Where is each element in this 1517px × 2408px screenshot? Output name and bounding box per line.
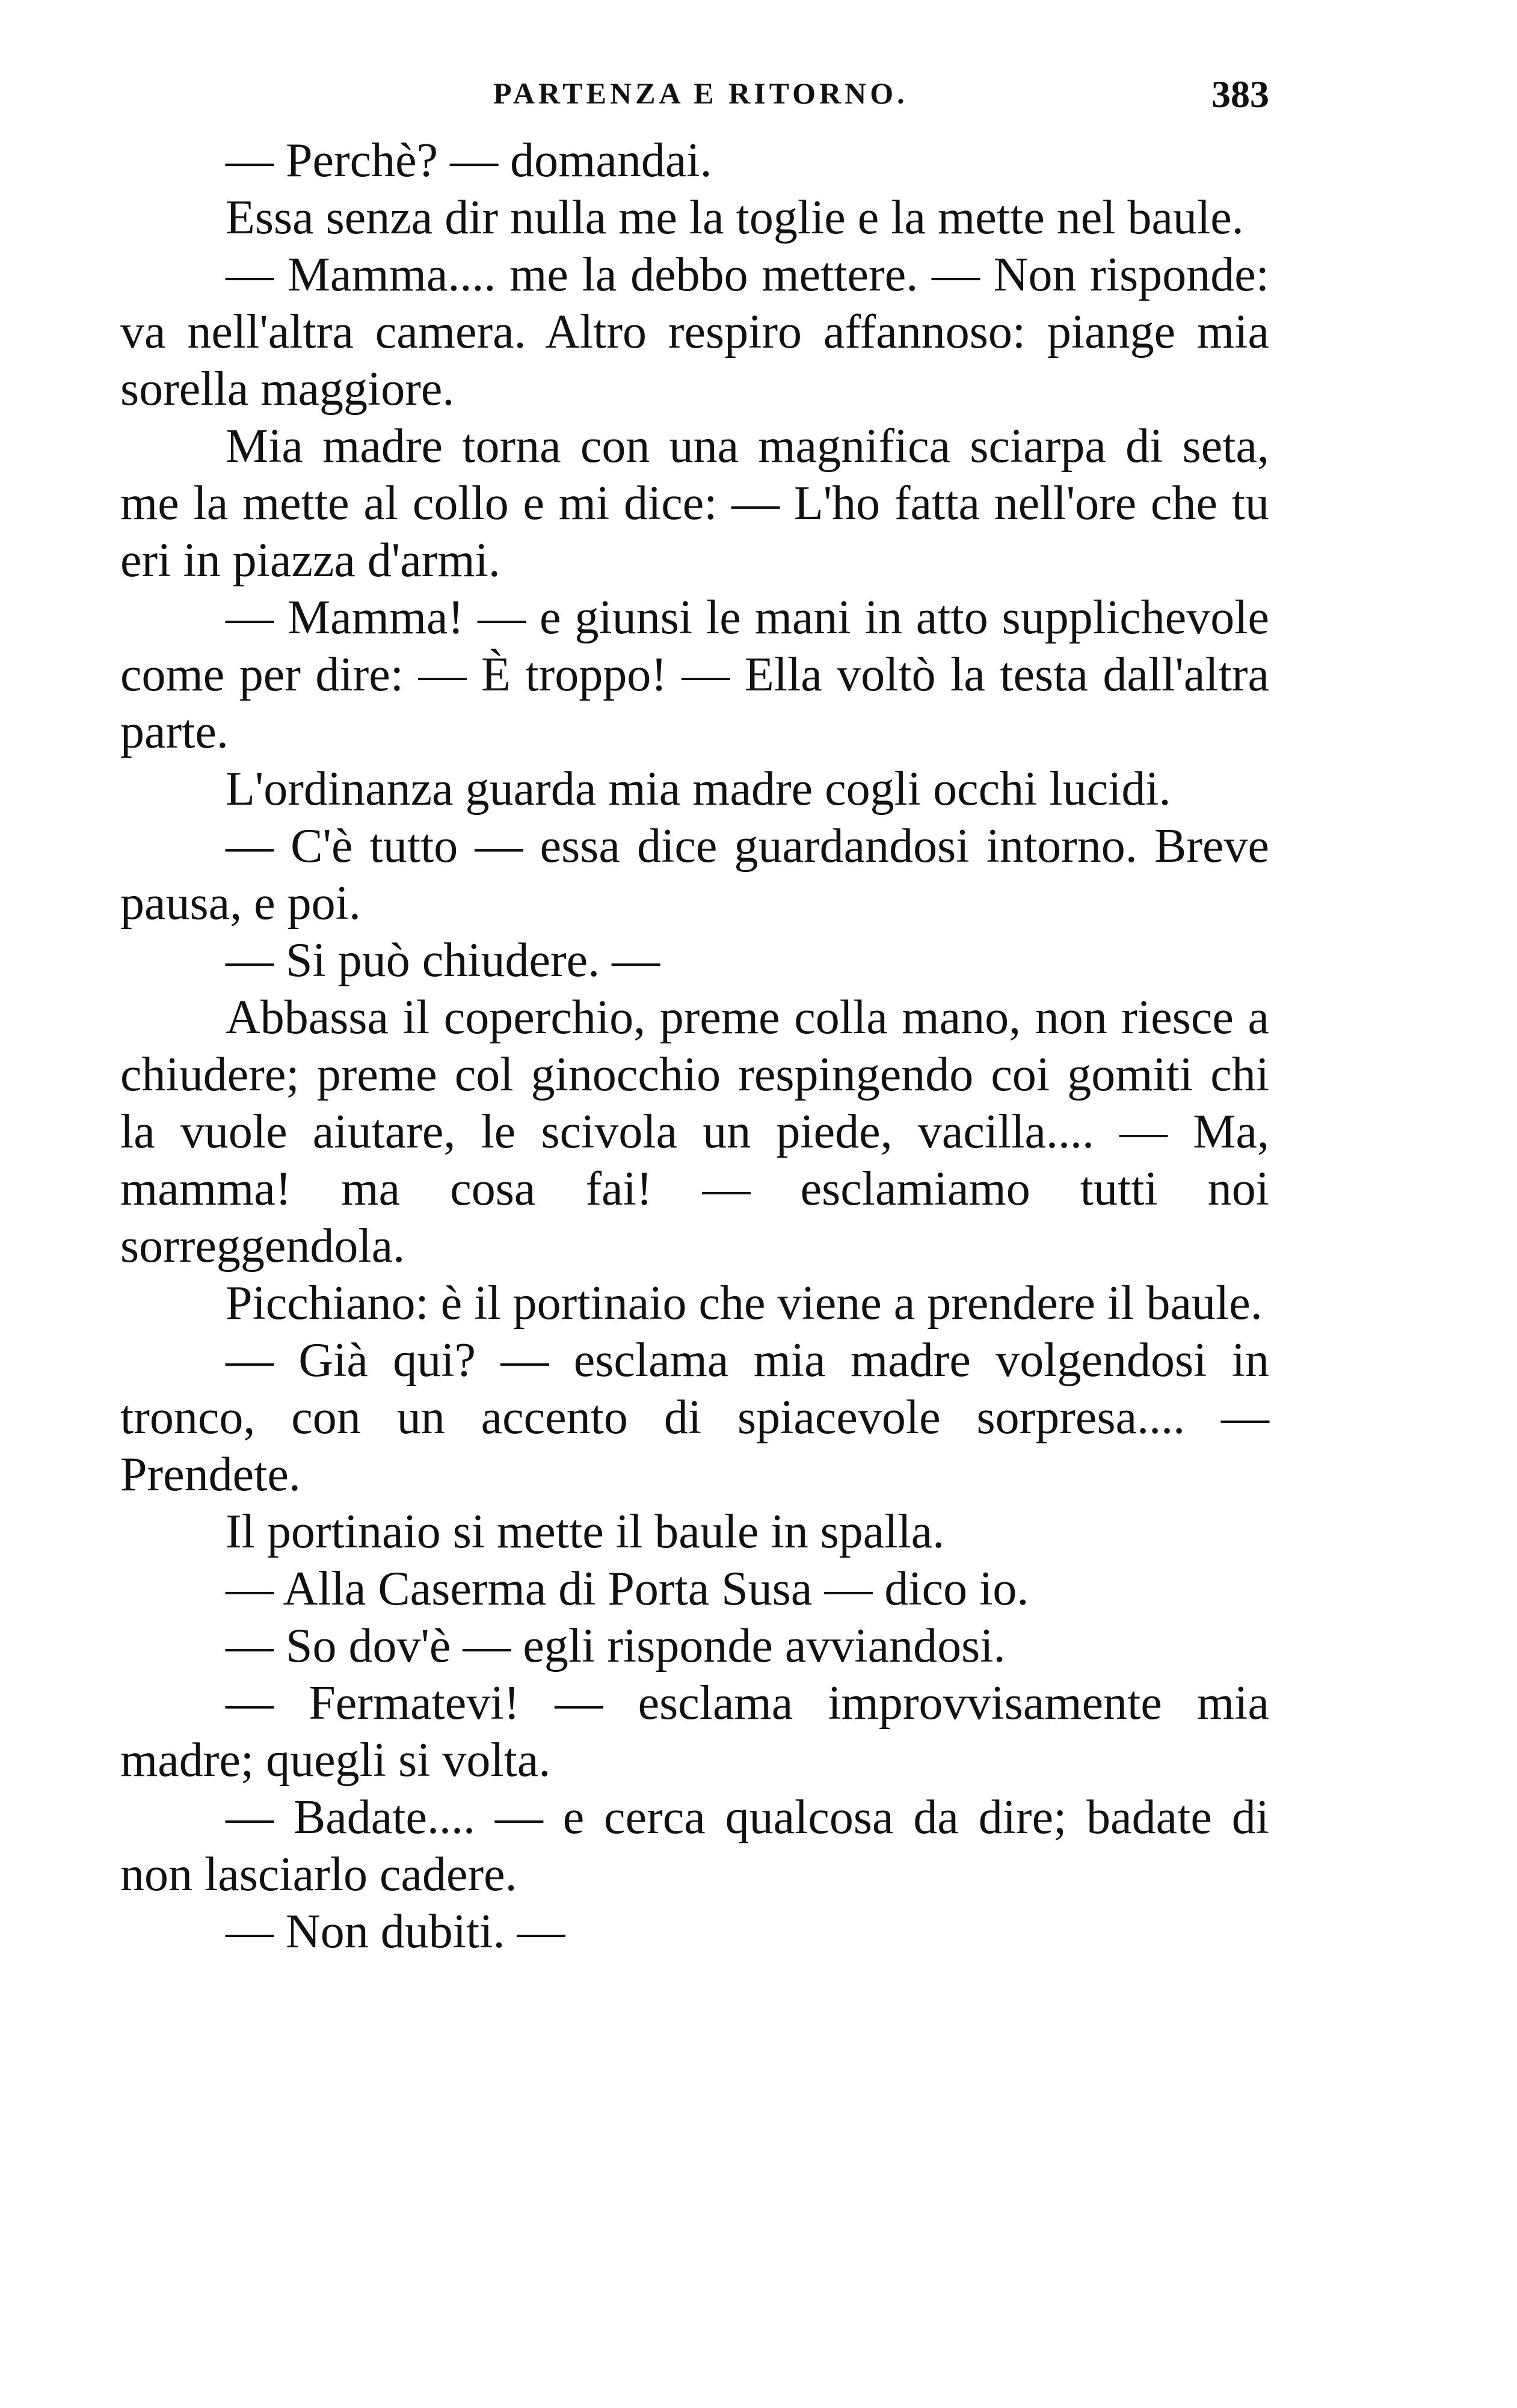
paragraph: Picchiano: è il portinaio che viene a prendere il baule.	[226, 1277, 1263, 1330]
paragraph: — Perchè? — domandai.	[226, 134, 712, 187]
paragraph: — Fermatevi! — esclama improvvisamente mia madre; quegli si volta.	[120, 1677, 1269, 1787]
paragraph: — Alla Caserma di Porta Susa — dico io.	[226, 1562, 1029, 1615]
paragraph: — Mamma.... me la debbo mettere. — Non risponde: va nell'altra camera. Altro respiro affannoso: piange mia sorella maggiore.	[120, 248, 1269, 416]
body-text	[120, 132, 1269, 1961]
paragraph: — Si può chiudere. —	[226, 934, 660, 987]
paragraph: — Mamma! — e giunsi le mani in atto supplichevole come per dire: — È troppo! — Ella voltò la testa dall'altra parte.	[120, 591, 1269, 758]
paragraph: — So dov'è — egli risponde avviandosi.	[226, 1620, 1006, 1672]
running-title: PARTENZA E RITORNO.	[493, 76, 908, 110]
paragraph: — C'è tutto — essa dice guardandosi intorno. Breve pausa, e poi.	[120, 820, 1269, 930]
paragraph: Abbassa il coperchio, preme colla mano, non riesce a chiudere; preme col ginocchio respingendo coi gomiti chi la vuole aiutare, le scivola un piede, vacilla.... — Ma, mamma! ma cosa fai! — esclamiamo tutti noi sorreggendola.	[120, 991, 1269, 1273]
page-header	[120, 67, 1269, 121]
paragraph: — Badate.... — e cerca qualcosa da dire; badate di non lasciarlo cadere.	[120, 1791, 1269, 1901]
paragraph: L'ordinanza guarda mia madre cogli occhi lucidi.	[226, 763, 1171, 815]
paragraph: — Già qui? — esclama mia madre volgendosi in tronco, con un accento di spiacevole sorpresa.... — Prendete.	[120, 1334, 1269, 1501]
paragraph: — Non dubiti. —	[226, 1905, 565, 1958]
paragraph: Essa senza dir nulla me la toglie e la mette nel baule.	[226, 191, 1244, 244]
paragraph: Il portinaio si mette il baule in spalla.	[226, 1505, 945, 1558]
paragraph: Mia madre torna con una magnifica sciarpa di seta, me la mette al collo e mi dice: — L'ho fatta nell'ore che tu eri in piazza d'armi.	[120, 420, 1269, 587]
page-number: 383	[1211, 73, 1269, 115]
